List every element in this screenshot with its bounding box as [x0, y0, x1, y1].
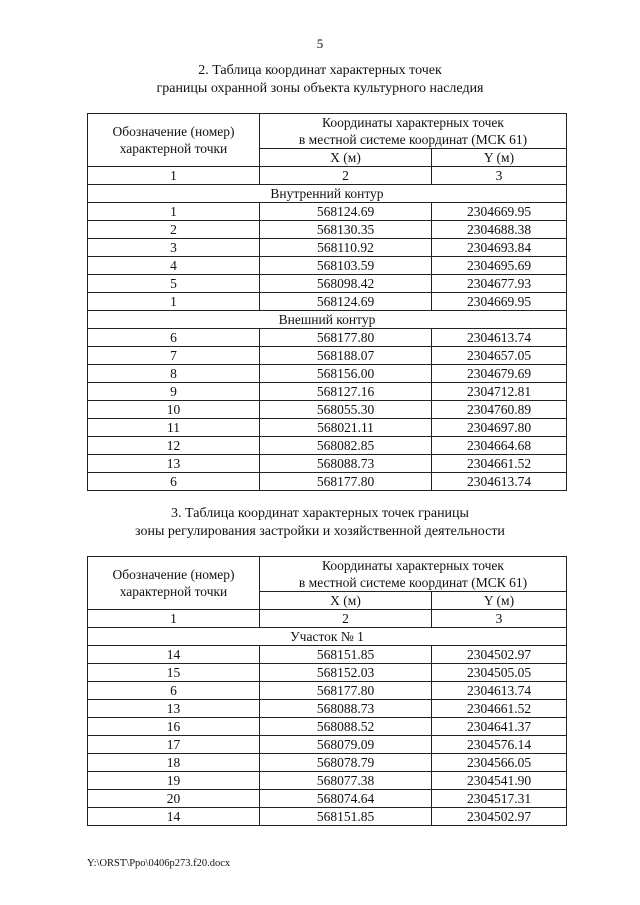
point-number: 8: [88, 365, 260, 383]
table-row: [88, 275, 567, 293]
x-coordinate: 568124.69: [260, 293, 432, 311]
y-coordinate: 2304613.74: [432, 473, 567, 491]
column-number: 3: [432, 610, 567, 628]
point-number: 14: [88, 646, 260, 664]
y-coordinate: 2304697.80: [432, 419, 567, 437]
table2-col1-header: [88, 114, 260, 167]
table-row: [88, 365, 567, 383]
x-coordinate: 568079.09: [260, 736, 432, 754]
column-number: 2: [260, 167, 432, 185]
x-coordinate: 568130.35: [260, 221, 432, 239]
x-coordinate: 568078.79: [260, 754, 432, 772]
table-row: [88, 754, 567, 772]
section-title: Внутренний контур: [88, 185, 567, 203]
point-number: 17: [88, 736, 260, 754]
y-coordinate: 2304695.69: [432, 257, 567, 275]
point-number: 19: [88, 772, 260, 790]
y-coordinate: 2304566.05: [432, 754, 567, 772]
point-number: 1: [88, 203, 260, 221]
header-line: в местной системе координат (МСК 61): [298, 575, 528, 590]
column-number: 1: [88, 167, 260, 185]
header-line: Обозначение (номер): [112, 124, 235, 139]
table3-title-line1: 3. Таблица координат характерных точек границы: [171, 506, 469, 521]
x-coordinate: 568021.11: [260, 419, 432, 437]
table-row: [88, 455, 567, 473]
point-number: 10: [88, 401, 260, 419]
x-coordinate: 568152.03: [260, 664, 432, 682]
x-coordinate: 568082.85: [260, 437, 432, 455]
table3-col1-header: [88, 557, 260, 610]
column-number: 2: [260, 610, 432, 628]
table-row: [88, 473, 567, 491]
x-coordinate: 568098.42: [260, 275, 432, 293]
table-row: [88, 700, 567, 718]
y-coordinate: 2304661.52: [432, 700, 567, 718]
x-coordinate: 568177.80: [260, 682, 432, 700]
y-coordinate: 2304541.90: [432, 772, 567, 790]
table-row: [88, 664, 567, 682]
y-coordinate: 2304576.14: [432, 736, 567, 754]
x-coordinate: 568151.85: [260, 808, 432, 826]
point-number: 1: [88, 293, 260, 311]
table-row: [88, 293, 567, 311]
y-coordinate: 2304669.95: [432, 293, 567, 311]
point-number: 18: [88, 754, 260, 772]
point-number: 3: [88, 239, 260, 257]
x-coordinate: 568156.00: [260, 365, 432, 383]
point-number: 5: [88, 275, 260, 293]
x-coordinate: 568088.73: [260, 700, 432, 718]
y-coordinate: 2304613.74: [432, 682, 567, 700]
header-line: Координаты характерных точек: [322, 558, 504, 573]
x-coordinate: 568088.73: [260, 455, 432, 473]
x-coordinate: 568127.16: [260, 383, 432, 401]
point-number: 13: [88, 455, 260, 473]
x-coordinate: 568110.92: [260, 239, 432, 257]
y-coordinate: 2304712.81: [432, 383, 567, 401]
table-row: [88, 419, 567, 437]
table3-title-line2: зоны регулирования застройки и хозяйственной деятельности: [135, 524, 505, 539]
header-line: в местной системе координат (МСК 61): [298, 132, 528, 147]
table-row: [88, 221, 567, 239]
y-coordinate: 2304693.84: [432, 239, 567, 257]
section-row: [88, 628, 567, 646]
y-coordinate: 2304502.97: [432, 808, 567, 826]
y-coordinate: 2304664.68: [432, 437, 567, 455]
x-coordinate: 568188.07: [260, 347, 432, 365]
x-coordinate: 568103.59: [260, 257, 432, 275]
y-coordinate: 2304688.38: [432, 221, 567, 239]
table-row: [88, 401, 567, 419]
table-row: [88, 772, 567, 790]
table-row: [88, 203, 567, 221]
table2: [87, 113, 567, 491]
table-row: [88, 682, 567, 700]
table-row: [88, 347, 567, 365]
y-coordinate: 2304505.05: [432, 664, 567, 682]
point-number: 20: [88, 790, 260, 808]
table2-y-header: Y (м): [432, 149, 567, 167]
point-number: 16: [88, 718, 260, 736]
table2-x-header: X (м): [260, 149, 432, 167]
point-number: 6: [88, 329, 260, 347]
x-coordinate: 568177.80: [260, 473, 432, 491]
table-row: [88, 257, 567, 275]
y-coordinate: 2304760.89: [432, 401, 567, 419]
column-number: 3: [432, 167, 567, 185]
table-row: [88, 736, 567, 754]
point-number: 14: [88, 808, 260, 826]
section-row: [88, 185, 567, 203]
table3-coords-header: [260, 557, 567, 592]
x-coordinate: 568055.30: [260, 401, 432, 419]
y-coordinate: 2304679.69: [432, 365, 567, 383]
y-coordinate: 2304677.93: [432, 275, 567, 293]
table2-title-line2: границы охранной зоны объекта культурного наследия: [156, 81, 484, 96]
y-coordinate: 2304502.97: [432, 646, 567, 664]
table3: [87, 556, 567, 826]
point-number: 11: [88, 419, 260, 437]
table2-coords-header: [260, 114, 567, 149]
x-coordinate: 568077.38: [260, 772, 432, 790]
table-row: [88, 239, 567, 257]
table3-y-header: Y (м): [432, 592, 567, 610]
y-coordinate: 2304669.95: [432, 203, 567, 221]
file-path-footer: Y:\ORST\Ppo\0406p273.f20.docx: [87, 858, 231, 869]
x-coordinate: 568088.52: [260, 718, 432, 736]
table3-x-header: X (м): [260, 592, 432, 610]
y-coordinate: 2304657.05: [432, 347, 567, 365]
point-number: 2: [88, 221, 260, 239]
y-coordinate: 2304661.52: [432, 455, 567, 473]
table-row: [88, 329, 567, 347]
section-title: Внешний контур: [88, 311, 567, 329]
section-row: [88, 311, 567, 329]
table-row: [88, 718, 567, 736]
header-line: Координаты характерных точек: [322, 115, 504, 130]
column-number: 1: [88, 610, 260, 628]
point-number: 4: [88, 257, 260, 275]
x-coordinate: 568074.64: [260, 790, 432, 808]
point-number: 12: [88, 437, 260, 455]
header-line: Обозначение (номер): [112, 567, 235, 582]
point-number: 7: [88, 347, 260, 365]
point-number: 15: [88, 664, 260, 682]
section-title: Участок № 1: [88, 628, 567, 646]
x-coordinate: 568177.80: [260, 329, 432, 347]
y-coordinate: 2304641.37: [432, 718, 567, 736]
x-coordinate: 568124.69: [260, 203, 432, 221]
point-number: 9: [88, 383, 260, 401]
point-number: 6: [88, 473, 260, 491]
table-row: [88, 808, 567, 826]
table2-title-line1: 2. Таблица координат характерных точек: [198, 63, 442, 78]
table2-title: [0, 62, 640, 98]
table-row: [88, 383, 567, 401]
y-coordinate: 2304613.74: [432, 329, 567, 347]
y-coordinate: 2304517.31: [432, 790, 567, 808]
point-number: 13: [88, 700, 260, 718]
header-line: характерной точки: [119, 584, 228, 599]
table-row: [88, 646, 567, 664]
point-number: 6: [88, 682, 260, 700]
x-coordinate: 568151.85: [260, 646, 432, 664]
table-row: [88, 790, 567, 808]
table3-title: [0, 505, 640, 541]
page-number: 5: [316, 36, 324, 51]
header-line: характерной точки: [119, 141, 228, 156]
table-row: [88, 437, 567, 455]
